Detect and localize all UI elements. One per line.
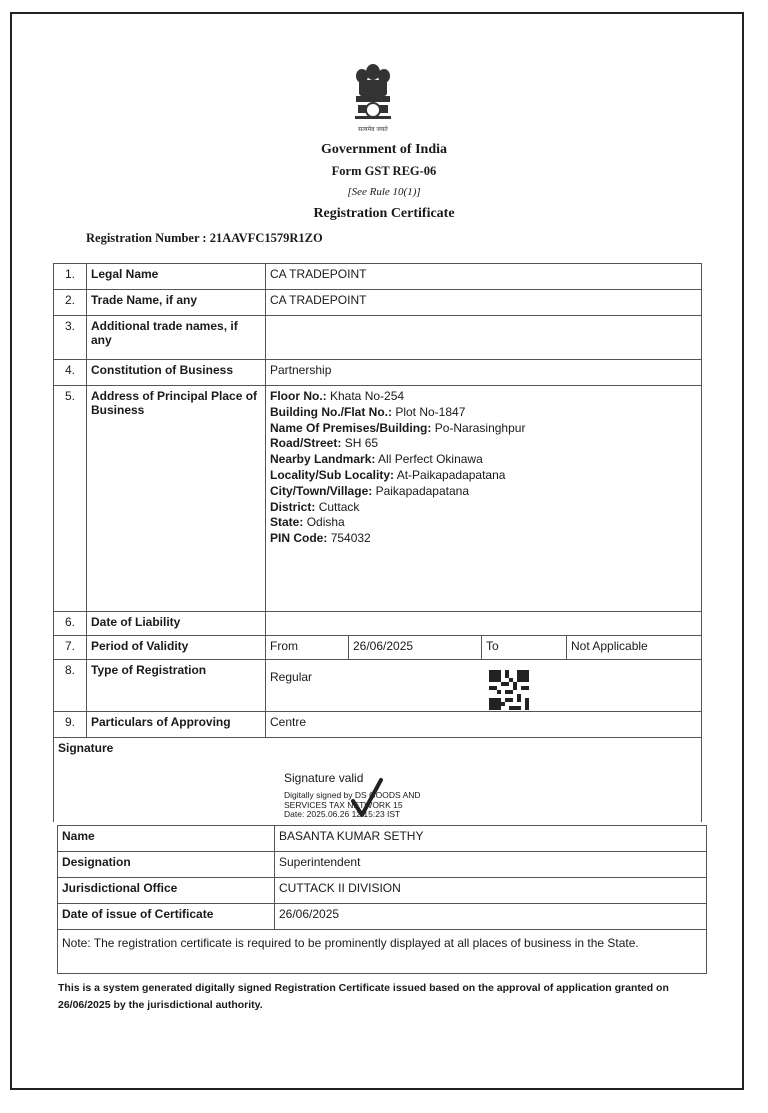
additional-trade-names-label: Additional trade names, if any (87, 316, 266, 360)
address-line: PIN Code: 754032 (270, 531, 371, 546)
signature-heading: Signature (54, 738, 702, 822)
row-number: 1. (54, 264, 87, 290)
signature-valid-text: Signature valid (284, 771, 364, 785)
table-row (54, 316, 702, 360)
date-of-liability-label: Date of Liability (87, 612, 266, 636)
table-row (54, 612, 702, 636)
address-line: Road/Street: SH 65 (270, 436, 379, 451)
signature-line: Date: 2025.06.26 12:15:23 IST (284, 809, 401, 819)
table-row (58, 930, 707, 974)
constitution-value: Partnership (266, 360, 702, 386)
jurisdictional-office-label: Jurisdictional Office (58, 878, 275, 904)
table-row (58, 878, 707, 904)
address-value (266, 386, 702, 612)
address-line: District: Cuttack (270, 499, 360, 514)
legal-name-label: Legal Name (87, 264, 266, 290)
period-of-validity-label: Period of Validity (87, 636, 266, 660)
to-date: Not Applicable (567, 636, 702, 660)
address-line: City/Town/Village: Paikapadapatana (270, 483, 469, 498)
designation-label: Designation (58, 852, 275, 878)
table-row (54, 636, 702, 660)
government-heading: Government of India (321, 142, 447, 157)
rule-reference: [See Rule 10(1)] (347, 186, 421, 198)
officer-name-label: Name (58, 826, 275, 852)
row-number: 7. (54, 636, 87, 660)
qr-code-icon (489, 670, 529, 710)
registration-number: Registration Number : 21AAVFC1579R1ZO (86, 231, 323, 245)
row-number: 5. (54, 386, 87, 612)
address-line: Locality/Sub Locality: At-Paikapadapatana (270, 467, 506, 482)
emblem-caption: सत्यमेव जयते (358, 126, 388, 133)
row-number: 9. (54, 712, 87, 738)
jurisdictional-office-value: CUTTACK II DIVISION (275, 878, 707, 904)
date-of-issue-label: Date of issue of Certificate (58, 904, 275, 930)
table-row (54, 360, 702, 386)
officer-name-value: BASANTA KUMAR SETHY (275, 826, 707, 852)
table-row (54, 264, 702, 290)
row-number: 3. (54, 316, 87, 360)
trade-name-value: CA TRADEPOINT (266, 290, 702, 316)
row-number: 2. (54, 290, 87, 316)
officer-details-table (57, 825, 707, 974)
legal-name-value: CA TRADEPOINT (266, 264, 702, 290)
table-row (58, 904, 707, 930)
row-number: 6. (54, 612, 87, 636)
date-of-issue-value: 26/06/2025 (275, 904, 707, 930)
address-label: Address of Principal Place of Business (87, 386, 266, 612)
date-of-liability-value (266, 612, 702, 636)
from-label: From (266, 636, 349, 660)
footer-statement: This is a system generated digitally signed Registration Certificate issued based on the approval of application granted on 26/06/2025 by the jurisdictional authority. (58, 982, 669, 1011)
row-number: 4. (54, 360, 87, 386)
address-line: Name Of Premises/Building: Po-Narasinghpur (270, 420, 526, 435)
address-line: Building No./Flat No.: Plot No-1847 (270, 404, 466, 419)
table-row (54, 386, 702, 612)
address-line: State: Odisha (270, 515, 345, 530)
table-row (54, 290, 702, 316)
table-row (58, 826, 707, 852)
table-row (54, 660, 702, 712)
constitution-label: Constitution of Business (87, 360, 266, 386)
signature-line: Digitally signed by DS GOODS AND (284, 790, 421, 800)
signature-check-icon (350, 777, 384, 821)
display-note: Note: The registration certificate is required to be prominently displayed at all places of business in the State. (58, 930, 707, 974)
from-date: 26/06/2025 (349, 636, 482, 660)
additional-trade-names-value (266, 316, 702, 360)
address-line: Floor No.: Khata No-254 (270, 389, 405, 403)
approving-authority-label: Particulars of Approving (87, 712, 266, 738)
trade-name-label: Trade Name, if any (87, 290, 266, 316)
certificate-title: Registration Certificate (313, 206, 455, 221)
type-of-registration-value: Regular (266, 660, 702, 712)
to-label: To (482, 636, 567, 660)
table-row (54, 712, 702, 738)
designation-value: Superintendent (275, 852, 707, 878)
type-of-registration-label: Type of Registration (87, 660, 266, 712)
national-emblem-icon (350, 58, 396, 136)
table-row (58, 852, 707, 878)
signature-line: SERVICES TAX NETWORK 15 (284, 799, 403, 810)
row-number: 8. (54, 660, 87, 712)
form-heading: Form GST REG-06 (331, 164, 437, 178)
approving-authority-value: Centre (266, 712, 702, 738)
registration-details-table (53, 263, 702, 822)
address-line: Nearby Landmark: All Perfect Okinawa (270, 452, 483, 467)
